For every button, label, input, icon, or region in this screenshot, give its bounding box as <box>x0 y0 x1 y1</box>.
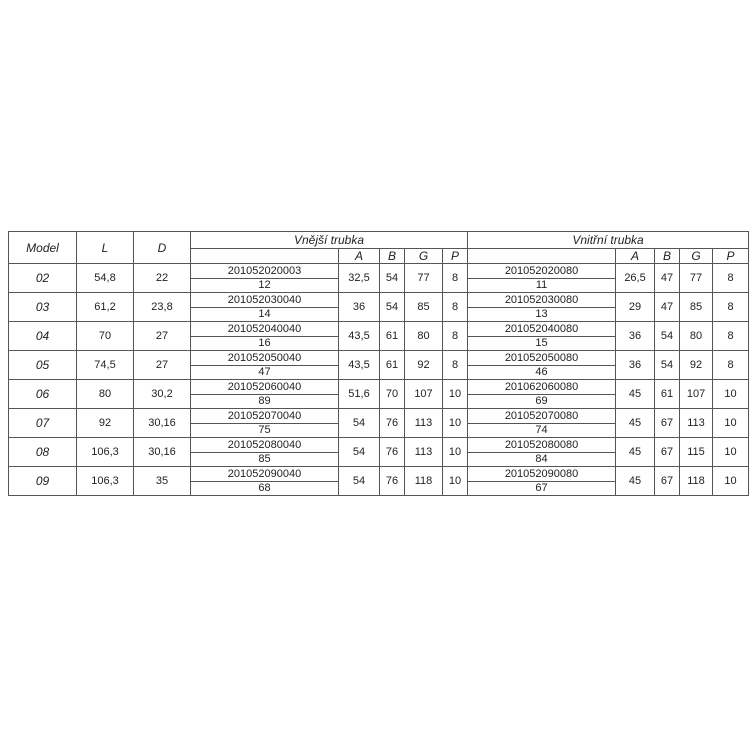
outer-item-number: 47 <box>258 366 271 378</box>
outer-g-cell: 118 <box>405 467 443 496</box>
inner-g-cell: 85 <box>680 293 713 322</box>
outer-code-cell <box>191 351 339 380</box>
inner-b-cell: 67 <box>655 467 680 496</box>
table-row <box>9 293 749 322</box>
inner-item-number: 13 <box>535 308 548 320</box>
d-cell: 35 <box>134 467 191 496</box>
outer-part-number: 201052030040 <box>191 294 338 308</box>
d-cell: 27 <box>134 322 191 351</box>
inner-a-cell: 36 <box>616 322 655 351</box>
inner-item-number: 15 <box>535 337 548 349</box>
inner-part-number: 201052070080 <box>468 410 615 424</box>
outer-b-cell: 61 <box>380 322 405 351</box>
inner-item-number: 69 <box>535 395 548 407</box>
inner-code-cell <box>468 380 616 409</box>
outer-code-cell <box>191 380 339 409</box>
outer-p-cell: 8 <box>443 351 468 380</box>
header-inner-a: A <box>616 249 655 264</box>
outer-b-cell: 76 <box>380 467 405 496</box>
inner-p-cell: 8 <box>713 322 749 351</box>
outer-code-cell <box>191 293 339 322</box>
inner-item-number: 74 <box>535 424 548 436</box>
l-cell: 92 <box>77 409 134 438</box>
outer-a-cell: 36 <box>339 293 380 322</box>
header-inner-b: B <box>655 249 680 264</box>
outer-p-cell: 10 <box>443 380 468 409</box>
outer-code-cell <box>191 467 339 496</box>
inner-a-cell: 45 <box>616 409 655 438</box>
inner-b-cell: 47 <box>655 264 680 293</box>
d-cell: 23,8 <box>134 293 191 322</box>
inner-item-number: 84 <box>535 453 548 465</box>
d-cell: 27 <box>134 351 191 380</box>
header-outer-b: B <box>380 249 405 264</box>
outer-code-cell <box>191 264 339 293</box>
inner-g-cell: 92 <box>680 351 713 380</box>
d-cell: 30,16 <box>134 438 191 467</box>
header-outer-tube: Vnější trubka <box>191 232 468 249</box>
outer-item-number: 75 <box>258 424 271 436</box>
header-outer-code <box>191 249 339 264</box>
inner-g-cell: 113 <box>680 409 713 438</box>
outer-b-cell: 54 <box>380 264 405 293</box>
l-cell: 61,2 <box>77 293 134 322</box>
table-row <box>9 351 749 380</box>
outer-a-cell: 54 <box>339 409 380 438</box>
inner-part-number: 201062060080 <box>468 381 615 395</box>
model-cell: 07 <box>9 409 77 438</box>
outer-part-number: 201052090040 <box>191 468 338 482</box>
inner-p-cell: 10 <box>713 380 749 409</box>
inner-p-cell: 8 <box>713 351 749 380</box>
outer-a-cell: 43,5 <box>339 322 380 351</box>
outer-b-cell: 76 <box>380 409 405 438</box>
l-cell: 54,8 <box>77 264 134 293</box>
inner-part-number: 201052030080 <box>468 294 615 308</box>
inner-code-cell <box>468 264 616 293</box>
table-row <box>9 380 749 409</box>
inner-p-cell: 10 <box>713 438 749 467</box>
inner-code-cell <box>468 293 616 322</box>
inner-code-cell <box>468 322 616 351</box>
inner-a-cell: 45 <box>616 380 655 409</box>
inner-item-number: 11 <box>535 279 548 291</box>
header-inner-code <box>468 249 616 264</box>
inner-p-cell: 10 <box>713 409 749 438</box>
inner-b-cell: 47 <box>655 293 680 322</box>
outer-b-cell: 76 <box>380 438 405 467</box>
outer-code-cell <box>191 409 339 438</box>
header-outer-g: G <box>405 249 443 264</box>
outer-code-cell <box>191 322 339 351</box>
table-row <box>9 409 749 438</box>
outer-g-cell: 113 <box>405 438 443 467</box>
outer-b-cell: 70 <box>380 380 405 409</box>
model-cell: 04 <box>9 322 77 351</box>
outer-part-number: 201052040040 <box>191 323 338 337</box>
inner-p-cell: 8 <box>713 264 749 293</box>
outer-code-cell <box>191 438 339 467</box>
model-cell: 02 <box>9 264 77 293</box>
inner-part-number: 201052080080 <box>468 439 615 453</box>
d-cell: 22 <box>134 264 191 293</box>
inner-code-cell <box>468 409 616 438</box>
outer-item-number: 68 <box>258 482 271 494</box>
outer-item-number: 85 <box>258 453 271 465</box>
outer-g-cell: 77 <box>405 264 443 293</box>
outer-a-cell: 32,5 <box>339 264 380 293</box>
header-model: Model <box>9 232 77 264</box>
model-cell: 09 <box>9 467 77 496</box>
outer-g-cell: 113 <box>405 409 443 438</box>
outer-item-number: 14 <box>258 308 271 320</box>
outer-item-number: 16 <box>258 337 271 349</box>
header-inner-p: P <box>713 249 749 264</box>
model-cell: 03 <box>9 293 77 322</box>
outer-p-cell: 10 <box>443 438 468 467</box>
outer-a-cell: 51,6 <box>339 380 380 409</box>
outer-p-cell: 8 <box>443 322 468 351</box>
inner-b-cell: 67 <box>655 438 680 467</box>
inner-code-cell <box>468 467 616 496</box>
inner-code-cell <box>468 438 616 467</box>
table-row <box>9 264 749 293</box>
inner-part-number: 201052090080 <box>468 468 615 482</box>
outer-part-number: 201052070040 <box>191 410 338 424</box>
model-cell: 08 <box>9 438 77 467</box>
d-cell: 30,2 <box>134 380 191 409</box>
header-outer-p: P <box>443 249 468 264</box>
header-inner-g: G <box>680 249 713 264</box>
table-row <box>9 438 749 467</box>
outer-part-number: 201052020003 <box>191 265 338 279</box>
inner-b-cell: 67 <box>655 409 680 438</box>
inner-p-cell: 8 <box>713 293 749 322</box>
header-inner-tube: Vnitřní trubka <box>468 232 749 249</box>
inner-b-cell: 61 <box>655 380 680 409</box>
d-cell: 30,16 <box>134 409 191 438</box>
inner-g-cell: 115 <box>680 438 713 467</box>
inner-a-cell: 45 <box>616 467 655 496</box>
outer-g-cell: 92 <box>405 351 443 380</box>
inner-g-cell: 80 <box>680 322 713 351</box>
inner-p-cell: 10 <box>713 467 749 496</box>
inner-a-cell: 29 <box>616 293 655 322</box>
outer-b-cell: 61 <box>380 351 405 380</box>
header-d: D <box>134 232 191 264</box>
inner-g-cell: 107 <box>680 380 713 409</box>
inner-b-cell: 54 <box>655 351 680 380</box>
l-cell: 80 <box>77 380 134 409</box>
table-row <box>9 322 749 351</box>
model-cell: 06 <box>9 380 77 409</box>
inner-part-number: 201052020080 <box>468 265 615 279</box>
table-row <box>9 467 749 496</box>
outer-g-cell: 107 <box>405 380 443 409</box>
inner-a-cell: 26,5 <box>616 264 655 293</box>
l-cell: 106,3 <box>77 467 134 496</box>
model-cell: 05 <box>9 351 77 380</box>
outer-p-cell: 8 <box>443 264 468 293</box>
outer-part-number: 201052060040 <box>191 381 338 395</box>
outer-p-cell: 8 <box>443 293 468 322</box>
outer-p-cell: 10 <box>443 409 468 438</box>
l-cell: 106,3 <box>77 438 134 467</box>
outer-g-cell: 80 <box>405 322 443 351</box>
outer-g-cell: 85 <box>405 293 443 322</box>
inner-b-cell: 54 <box>655 322 680 351</box>
outer-a-cell: 54 <box>339 438 380 467</box>
outer-a-cell: 54 <box>339 467 380 496</box>
outer-p-cell: 10 <box>443 467 468 496</box>
inner-g-cell: 118 <box>680 467 713 496</box>
outer-b-cell: 54 <box>380 293 405 322</box>
inner-a-cell: 36 <box>616 351 655 380</box>
l-cell: 70 <box>77 322 134 351</box>
header-l: L <box>77 232 134 264</box>
header-outer-a: A <box>339 249 380 264</box>
outer-a-cell: 43,5 <box>339 351 380 380</box>
inner-a-cell: 45 <box>616 438 655 467</box>
outer-item-number: 89 <box>258 395 271 407</box>
inner-item-number: 67 <box>535 482 548 494</box>
inner-part-number: 201052040080 <box>468 323 615 337</box>
spec-table <box>8 231 749 496</box>
inner-g-cell: 77 <box>680 264 713 293</box>
inner-code-cell <box>468 351 616 380</box>
outer-part-number: 201052080040 <box>191 439 338 453</box>
inner-item-number: 46 <box>535 366 548 378</box>
outer-part-number: 201052050040 <box>191 352 338 366</box>
inner-part-number: 201052050080 <box>468 352 615 366</box>
l-cell: 74,5 <box>77 351 134 380</box>
outer-item-number: 12 <box>258 279 271 291</box>
